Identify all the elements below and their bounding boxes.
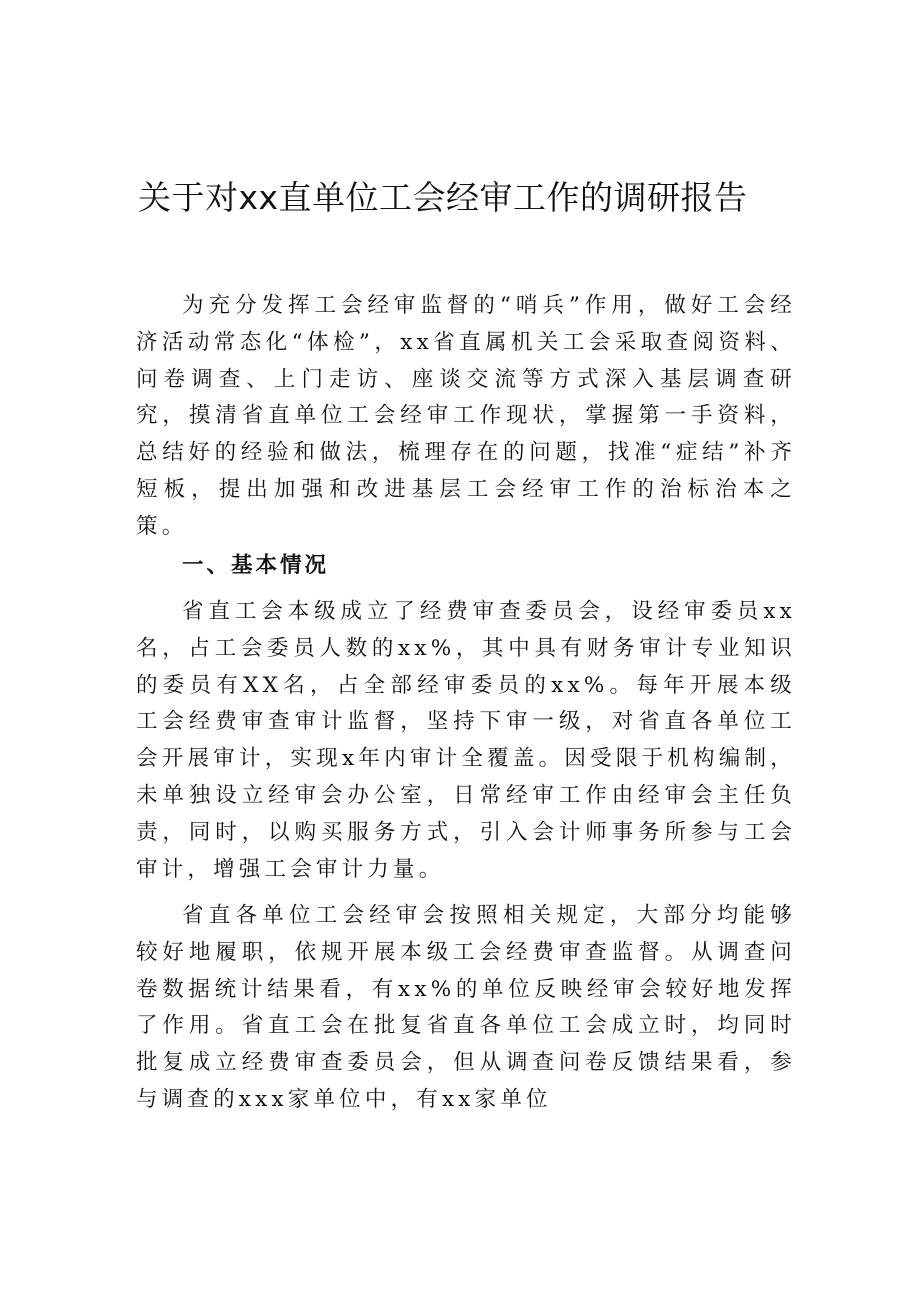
section-paragraph-1: 省直工会本级成立了经费审查委员会，设经审委员xx名，占工会委员人数的xx%，其中具有财务审计专业知识的委员有XX名，占全部经审委员的xx%。每年开展本级工会经费审查审计监督，坚持下审一级，对省直各单位工会开展审计，实现x年内审计全覆盖。因受限于机构编制，未单独设立经审会办公室，日常经审工作由经审会主任负责，同时，以购买服务方式，引入会计师事务所参与工会审计，增强工会审计力量。 [136,599,796,882]
section-paragraph-2: 省直各单位工会经审会按照相关规定，大部分均能够较好地履职，依规开展本级工会经费审查监督。从调查问卷数据统计结果看，有xx%的单位反映经审会较好地发挥了作用。省直工会在批复省直各单位工会成立时，均同时批复成立经费审查委员会，但从调查问卷反馈结果看，参与调查的xxx家单位中，有xx家单位 [136,903,796,1112]
section-heading: 一、基本情况 [182,553,330,578]
intro-paragraph: 为充分发挥工会经审监督的“哨兵”作用，做好工会经济活动常态化“体检”，xx省直属机关工会采取查阅资料、问卷调查、上门走访、座谈交流等方式深入基层调查研究，摸清省直单位工会经审工作现状，掌握第一手资料，总结好的经验和做法，梳理存在的问题，找准“症结”补齐短板，提出加强和改进基层工会经审工作的治标治本之策。 [136,293,796,539]
document-title: 关于对xx直单位工会经审工作的调研报告 [138,178,748,217]
